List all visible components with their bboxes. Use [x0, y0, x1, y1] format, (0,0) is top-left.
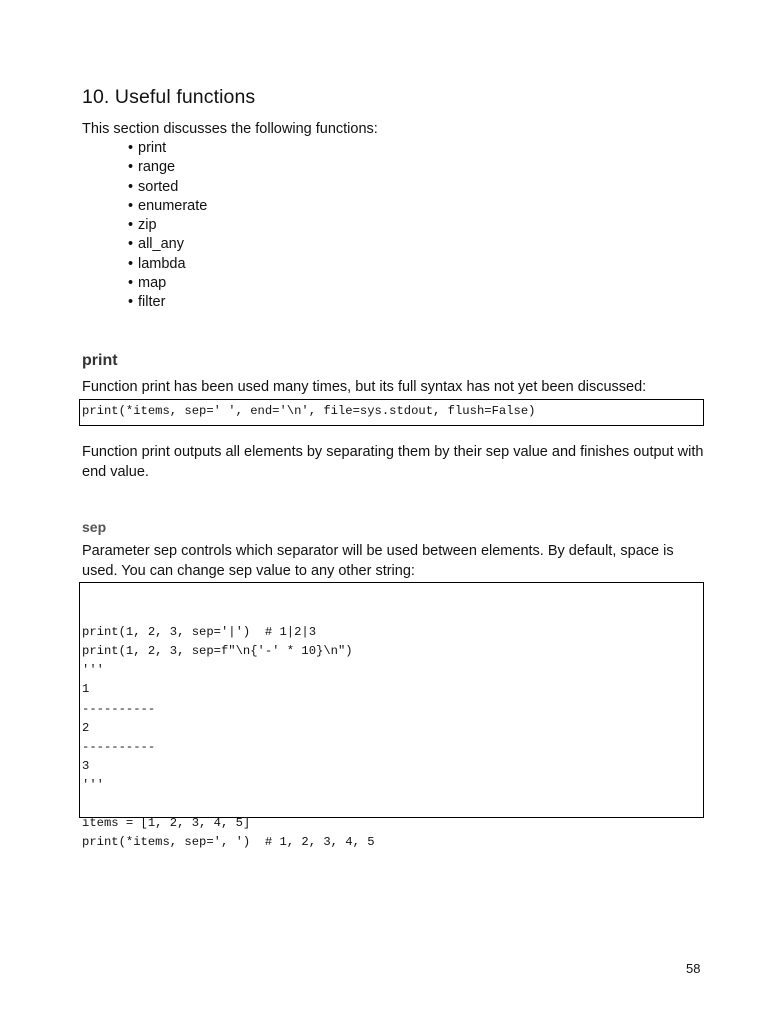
code-line: 3 — [82, 758, 90, 773]
list-item: • lambda — [128, 255, 207, 274]
code-line: print(*items, sep=', ') # 1, 2, 3, 4, 5 — [82, 835, 375, 850]
code-line: print(1, 2, 3, sep=f"\n{'-' * 10}\n") — [82, 644, 353, 659]
code-line: 1 — [82, 682, 90, 697]
list-item: • all_any — [128, 235, 207, 254]
list-item: • range — [128, 158, 207, 177]
print-syntax-code — [79, 399, 704, 426]
list-item: • filter — [128, 293, 207, 312]
function-list — [128, 139, 207, 313]
sep-code-block — [79, 582, 704, 850]
section-intro: This section discusses the following functions: — [82, 121, 378, 137]
list-item: • map — [128, 274, 207, 293]
print-syntax-text: Function print has been used many times, but its full syntax has not yet been discussed: — [82, 379, 647, 395]
section-title: 10. Useful functions — [82, 86, 256, 108]
code-line: ''' — [82, 777, 104, 792]
code-line: 2 — [82, 720, 90, 735]
code-line — [82, 795, 701, 814]
sep-heading: sep — [82, 519, 107, 535]
code-line: ---------- — [82, 701, 156, 716]
print-description: Function print outputs all elements by separating them by their sep value and finishes output with end value. — [82, 444, 704, 480]
code-line: print(1, 2, 3, sep='|') # 1|2|3 — [82, 625, 317, 640]
print-heading: print — [82, 352, 118, 369]
sep-description: Parameter sep controls which separator will be used between elements. By default, space is used. You can change sep value to any other string: — [82, 543, 674, 579]
list-item: • print — [128, 139, 207, 158]
code-line: items = [1, 2, 3, 4, 5] — [82, 816, 251, 831]
list-item: • zip — [128, 216, 207, 235]
list-item: • enumerate — [128, 197, 207, 216]
code-line: ---------- — [82, 739, 156, 754]
list-item: • sorted — [128, 178, 207, 197]
code-line: ''' — [82, 663, 104, 678]
page-number: 58 — [686, 961, 701, 976]
code-line: print(*items, sep=' ', end='\n', file=sys.stdout, flush=False) — [82, 404, 536, 418]
